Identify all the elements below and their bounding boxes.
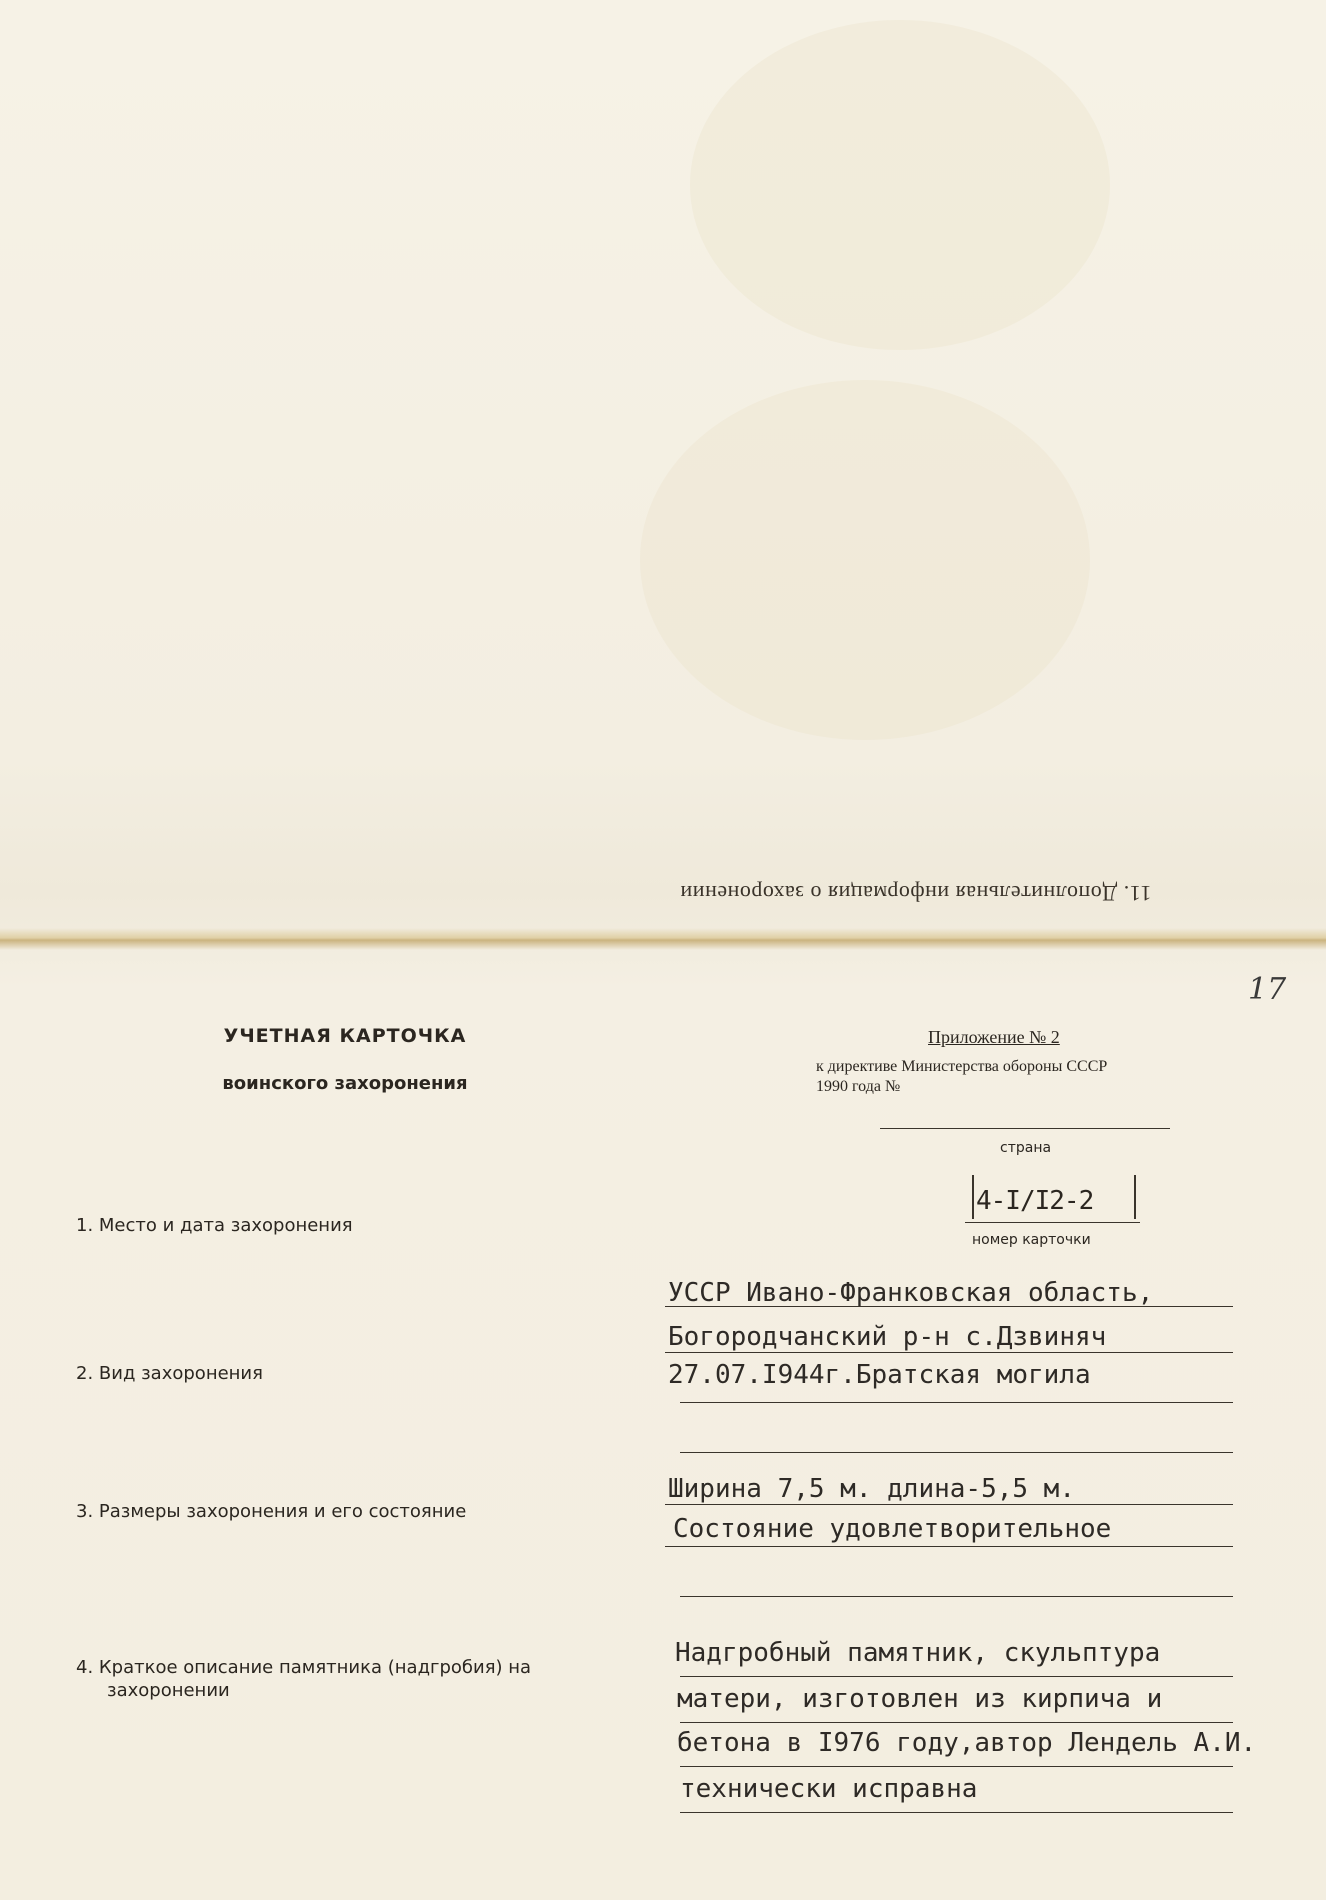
- field-line: [665, 1546, 1233, 1547]
- field-line: [680, 1452, 1233, 1453]
- field-line: [665, 1504, 1233, 1505]
- card-number-label: номер карточки: [972, 1232, 1091, 1248]
- paper-stain: [690, 20, 1110, 350]
- field-line: [680, 1402, 1233, 1403]
- field-value-condition: Состояние удовлетворительное: [673, 1514, 1112, 1544]
- appendix-label: Приложение № 2: [928, 1027, 1060, 1047]
- paper-stain: [640, 380, 1090, 740]
- field-line: [665, 1306, 1233, 1307]
- field-value-place-line-2: Богородчанский р-н с.Дзвиняч: [668, 1322, 1107, 1352]
- field-label-monument-line-2: захоронении: [107, 1680, 230, 1701]
- field-line: [680, 1676, 1233, 1677]
- directive-text: [816, 1057, 1236, 1097]
- field-value-monument-line-3: бетона в I976 году,автор Лендель А.И.: [677, 1728, 1257, 1758]
- directive-line-1: к директиве Министерства обороны СССР: [816, 1058, 1108, 1075]
- field-line: [680, 1722, 1233, 1723]
- field-value-monument-line-1: Надгробный памятник, скульптура: [675, 1638, 1161, 1668]
- field-label-monument-line-1: 4. Краткое описание памятника (надгробия) на: [76, 1657, 532, 1678]
- field-line: [680, 1812, 1233, 1813]
- field-label-burial-type: 2. Вид захоронения: [76, 1363, 263, 1384]
- country-label: страна: [1000, 1140, 1052, 1156]
- directive-line-2: 1990 года №: [816, 1078, 901, 1095]
- card-title: УЧЕТНАЯ КАРТОЧКА: [223, 1025, 467, 1047]
- field-value-burial-type: 27.07.I944г.Братская могила: [668, 1360, 1091, 1390]
- country-line: [880, 1128, 1170, 1129]
- field-label-place-date: 1. Место и дата захоронения: [76, 1215, 353, 1236]
- field-value-monument-line-2: матери, изготовлен из кирпича и: [677, 1684, 1163, 1714]
- field-line: [680, 1766, 1233, 1767]
- paper-fold: [0, 928, 1326, 950]
- additional-info-label: 11. Дополнительная информация о захоронении: [680, 881, 1152, 906]
- field-value-size: Ширина 7,5 м. длина-5,5 м.: [668, 1474, 1075, 1504]
- field-line: [665, 1352, 1233, 1353]
- handwritten-page-number: 17: [1248, 972, 1287, 1007]
- card-subtitle: воинского захоронения: [222, 1073, 468, 1094]
- field-value-place-line-1: УССР Ивано-Франковская область,: [668, 1278, 1154, 1308]
- field-label-monument-description: [76, 1656, 531, 1702]
- card-number-line: [965, 1222, 1140, 1223]
- card-number-value: 4-I/I2-2: [976, 1186, 1094, 1216]
- field-value-monument-line-4: технически исправна: [680, 1774, 978, 1804]
- field-label-size-condition: 3. Размеры захоронения и его состояние: [76, 1501, 467, 1522]
- field-line: [680, 1596, 1233, 1597]
